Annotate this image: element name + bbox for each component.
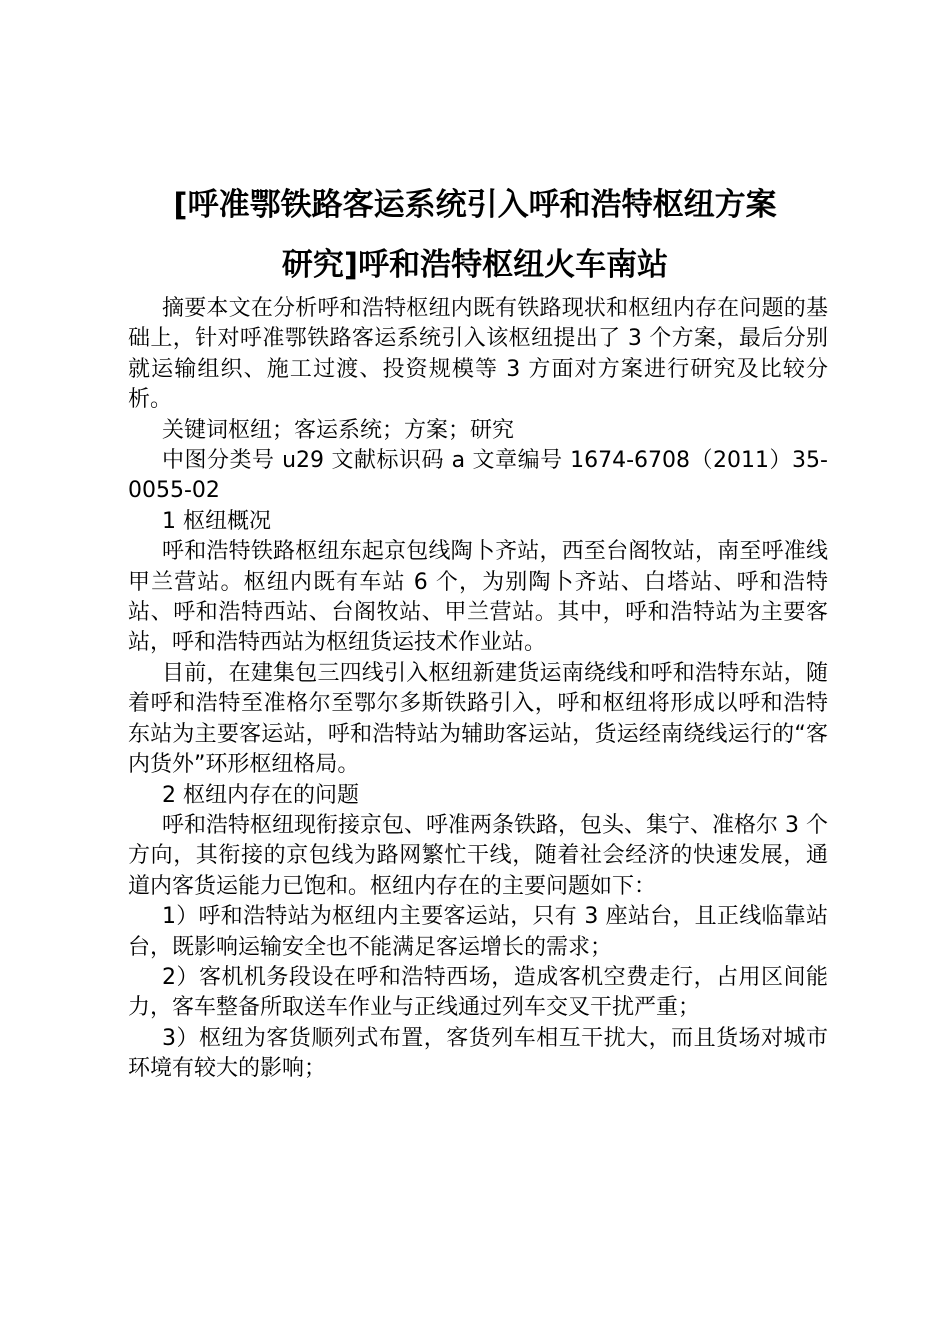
body-paragraph: 目前，在建集包三四线引入枢纽新建货运南绕线和呼和浩特东站，随着呼和浩特至准格尔至鄂尔多斯铁路引入，呼和枢纽将形成以呼和浩特东站为主要客运站，呼和浩特站为辅助客运站，货运经南绕线运行的“客内货外”环形枢纽格局。 (128, 660, 828, 778)
abstract-paragraph: 摘要本文在分析呼和浩特枢纽内既有铁路现状和枢纽内存在问题的基础上，针对呼准鄂铁路客运系统引入该枢纽提出了 3 个方案，最后分别就运输组织、施工过渡、投资规模等 3 方面对方案进行研究及比较分析。 (128, 296, 828, 413)
document-body (128, 294, 828, 1085)
section-heading-1: 1 枢纽概况 (162, 508, 271, 534)
document-title-line-2: 研究]呼和浩特枢纽火车南站 (281, 247, 669, 283)
list-item: 1）呼和浩特站为枢纽内主要客运站，只有 3 座站台，且正线临靠站台，既影响运输安全也不能满足客运增长的需求； (128, 904, 828, 960)
list-item: 2）客机机务段设在呼和浩特西场，造成客机空费走行，占用区间能力，客车整备所取送车作业与正线通过列车交叉干扰严重； (128, 964, 828, 1021)
body-paragraph: 呼和浩特枢纽现衔接京包、呼准两条铁路，包头、集宁、准格尔 3 个方向，其衔接的京包线为路网繁忙干线，随着社会经济的快速发展，通道内客货运能力已饱和。枢纽内存在的主要问题如下： (128, 812, 828, 899)
list-item: 3）枢纽为客货顺列式布置，客货列车相互干扰大，而且货场对城市环境有较大的影响； (128, 1025, 828, 1082)
keywords-paragraph: 关键词枢纽；客运系统；方案；研究 (162, 417, 515, 443)
document-title-line-1: [呼准鄂铁路客运系统引入呼和浩特枢纽方案 (173, 187, 777, 223)
body-paragraph: 呼和浩特铁路枢纽东起京包线陶卜齐站，西至台阁牧站，南至呼准线甲兰营站。枢纽内既有车站 6 个，为别陶卜齐站、白塔站、呼和浩特站、呼和浩特西站、台阁牧站、甲兰营站。其中，呼和浩特站为主要客站，呼和浩特西站为枢纽货运技术作业站。 (128, 539, 828, 656)
section-heading-2: 2 枢纽内存在的问题 (162, 782, 359, 808)
classification-paragraph: 中图分类号 u29 文献标识码 a 文章编号 1674-6708（2011）35-0055-02 (128, 448, 828, 504)
